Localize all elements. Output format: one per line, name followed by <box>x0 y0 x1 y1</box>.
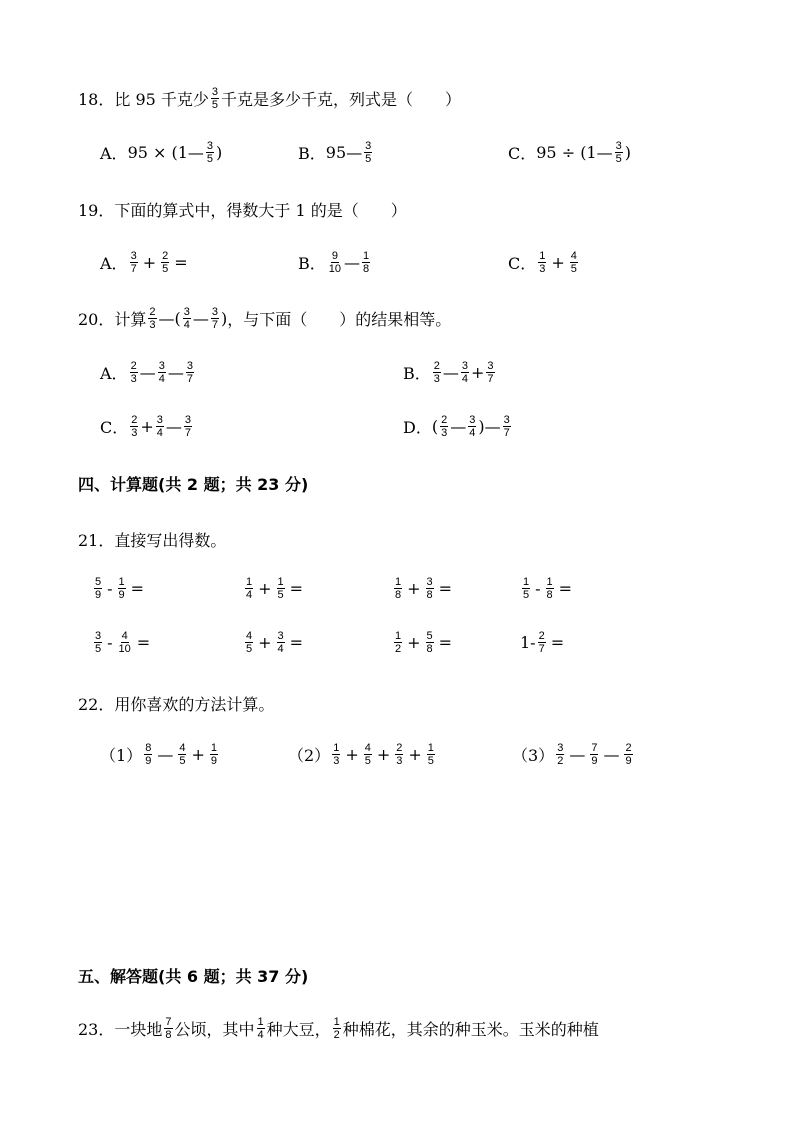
question-22: 22．用你喜欢的方法计算。 <box>78 695 275 714</box>
fraction: $\frac{1}{9}$ <box>210 742 217 767</box>
fraction: $\frac{2}{3}$ <box>433 360 440 385</box>
fraction: $\frac{3}{5}$ <box>365 140 372 165</box>
section-4-heading: 四、计算题(共 2 题；共 23 分) <box>78 475 309 494</box>
question-20: 20．计算 $\frac{2}{3}$ —( $\frac{3}{4}$ — $\frac{3}{7}$ ) ，与下面（ ）的结果相等。 <box>78 306 452 331</box>
fraction: $\frac{8}{9}$ <box>145 742 152 767</box>
fraction: $\frac{1}{5}$ <box>277 576 284 601</box>
fraction: $\frac{4}{5}$ <box>179 742 186 767</box>
question-23: 23．一块地 $\frac{7}{8}$ 公顷，其中 $\frac{1}{4}$ 种大豆， $\frac{1}{2}$ 种棉花，其余的种玉米。玉米的种植 <box>78 1016 599 1041</box>
q19-option-c: C． $\frac{1}{3}$ + $\frac{4}{5}$ <box>508 250 577 275</box>
q19-option-a: A． $\frac{3}{7}$ + $\frac{2}{5}$ = <box>100 250 188 275</box>
q21-item-8: 1- $\frac{2}{7}$ = <box>520 630 565 655</box>
fraction: $\frac{4}{10}$ <box>118 630 131 655</box>
fraction: $\frac{3}{4}$ <box>469 414 476 439</box>
fraction: $\frac{3}{7}$ <box>503 414 510 439</box>
fraction: $\frac{1}{5}$ <box>523 576 530 601</box>
q20-option-a: A． $\frac{2}{3}$ — $\frac{3}{4}$ — $\frac{3}{7}$ <box>100 360 193 385</box>
q22-item-3: （3） $\frac{3}{2}$ — $\frac{7}{9}$ — $\frac{2}{9}$ <box>512 742 632 767</box>
fraction: $\frac{5}{9}$ <box>95 576 102 601</box>
q20-option-c: C． $\frac{2}{3}$ + $\frac{3}{4}$ — $\frac{3}{7}$ <box>100 414 192 439</box>
fraction: $\frac{4}{5}$ <box>246 630 253 655</box>
q18-fraction: $\frac{3}{5}$ <box>211 86 219 111</box>
fraction: $\frac{5}{8}$ <box>426 630 433 655</box>
fraction: $\frac{2}{3}$ <box>131 414 138 439</box>
q21-item-7: $\frac{1}{2}$ + $\frac{5}{8}$ = <box>395 630 453 655</box>
fraction: $\frac{2}{7}$ <box>538 630 545 655</box>
fraction: $\frac{1}{3}$ <box>539 250 546 275</box>
fraction: $\frac{7}{9}$ <box>591 742 598 767</box>
fraction: $\frac{2}{9}$ <box>625 742 632 767</box>
q21-item-6: $\frac{4}{5}$ + $\frac{3}{4}$ = <box>246 630 304 655</box>
q18-suffix: 千克是多少千克，列式是（ ） <box>221 90 462 109</box>
q19-option-b: B． $\frac{9}{10}$ — $\frac{1}{8}$ <box>298 250 370 275</box>
fraction: $\frac{3}{4}$ <box>461 360 469 385</box>
fraction: $\frac{1}{4}$ <box>246 576 253 601</box>
q22-item-1: （1） $\frac{8}{9}$ — $\frac{4}{5}$ + $\frac{1}{9}$ <box>100 742 217 767</box>
fraction: $\frac{3}{7}$ <box>184 414 192 439</box>
q20-option-b: B． $\frac{2}{3}$ — $\frac{3}{4}$ + $\frac{3}{7}$ <box>403 360 494 385</box>
fraction: $\frac{1}{8}$ <box>395 576 402 601</box>
fraction: $\frac{9}{10}$ <box>328 250 342 275</box>
fraction: $\frac{1}{4}$ <box>257 1016 264 1041</box>
fraction: $\frac{2}{3}$ <box>130 360 137 385</box>
fraction: $\frac{1}{8}$ <box>546 576 553 601</box>
fraction: $\frac{1}{3}$ <box>333 742 340 767</box>
fraction: $\frac{2}{3}$ <box>441 414 448 439</box>
q21-item-1: $\frac{5}{9}$ - $\frac{1}{9}$ = <box>95 576 145 601</box>
section-5-heading: 五、解答题(共 6 题；共 37 分) <box>78 967 309 986</box>
fraction: $\frac{2}{5}$ <box>162 250 169 275</box>
q21-item-5: $\frac{3}{5}$ - $\frac{4}{10}$ = <box>95 630 151 655</box>
fraction: $\frac{3}{7}$ <box>186 360 193 385</box>
fraction: $\frac{1}{8}$ <box>363 250 370 275</box>
q21-item-4: $\frac{1}{5}$ - $\frac{1}{8}$ = <box>523 576 573 601</box>
question-19: 19．下面的算式中，得数大于 1 的是（ ） <box>78 201 407 220</box>
fraction: $\frac{1}{5}$ <box>427 742 434 767</box>
fraction: $\frac{3}{8}$ <box>426 576 433 601</box>
fraction: $\frac{2}{3}$ <box>396 742 403 767</box>
fraction: $\frac{3}{4}$ <box>158 360 165 385</box>
fraction: $\frac{3}{4}$ <box>156 414 163 439</box>
fraction: $\frac{3}{5}$ <box>615 140 622 165</box>
q20-option-d: D． ( $\frac{2}{3}$ — $\frac{3}{4}$ )— $\frac{3}{7}$ <box>403 414 510 439</box>
fraction: $\frac{3}{7}$ <box>211 306 218 331</box>
q21-item-3: $\frac{1}{8}$ + $\frac{3}{8}$ = <box>395 576 453 601</box>
fraction: $\frac{4}{5}$ <box>570 250 577 275</box>
fraction: $\frac{7}{8}$ <box>165 1016 172 1041</box>
fraction: $\frac{2}{3}$ <box>149 306 156 331</box>
q18-option-a: A． 95 × (1— $\frac{3}{5}$ ) <box>100 140 223 165</box>
fraction: $\frac{1}{2}$ <box>333 1016 340 1041</box>
fraction: $\frac{3}{4}$ <box>183 306 190 331</box>
fraction: $\frac{3}{5}$ <box>206 140 214 165</box>
fraction: $\frac{3}{2}$ <box>557 742 564 767</box>
q22-item-2: （2） $\frac{1}{3}$ + $\frac{4}{5}$ + $\frac{2}{3}$ + $\frac{1}{5}$ <box>288 742 434 767</box>
fraction: $\frac{3}{5}$ <box>95 630 102 655</box>
question-18 <box>78 86 461 111</box>
q18-option-c: C． 95 ÷ (1— $\frac{3}{5}$ ) <box>508 140 631 165</box>
q18-option-b: B． 95— $\frac{3}{5}$ <box>298 140 372 165</box>
fraction: $\frac{1}{9}$ <box>118 576 125 601</box>
q18-prefix: 18．比 95 千克少 <box>78 90 209 109</box>
fraction: $\frac{3}{4}$ <box>277 630 284 655</box>
fraction: $\frac{1}{2}$ <box>395 630 402 655</box>
question-21: 21．直接写出得数。 <box>78 531 227 550</box>
fraction: $\frac{4}{5}$ <box>364 742 371 767</box>
fraction: $\frac{3}{7}$ <box>130 250 137 275</box>
q21-item-2: $\frac{1}{4}$ + $\frac{1}{5}$ = <box>246 576 304 601</box>
fraction: $\frac{3}{7}$ <box>487 360 494 385</box>
